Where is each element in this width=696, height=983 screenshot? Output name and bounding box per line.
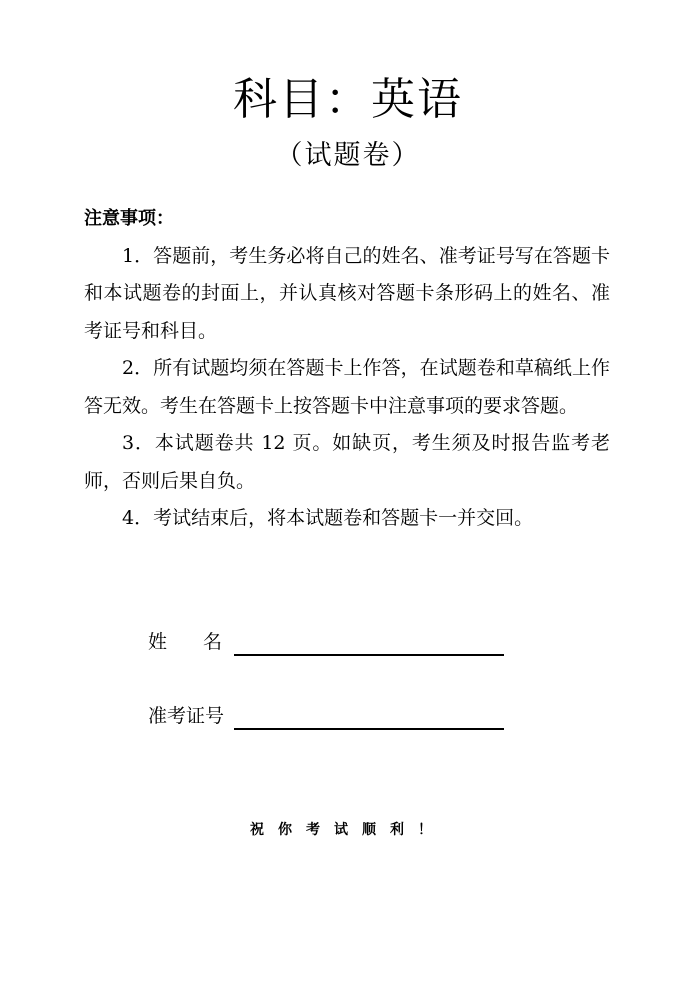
name-label-first: 姓 [148, 631, 168, 653]
instructions-heading: 注意事项： [84, 208, 174, 229]
good-luck-message: 祝你考试顺利！ [250, 822, 446, 838]
name-blank-line[interactable] [234, 632, 504, 656]
exam-id-blank-line[interactable] [234, 706, 504, 730]
exam-id-label: 准考证号 [148, 705, 225, 727]
instruction-item: 1．答题前，考生务必将自己的姓名、准考证号写在答题卡和本试题卷的封面上，并认真核对答题卡条形码上的姓名、准考证号和科目。 [84, 244, 610, 342]
name-label-second: 名 [203, 631, 223, 653]
name-field [148, 628, 504, 656]
instruction-item: 2．所有试题均须在答题卡上作答，在试题卷和草稿纸上作答无效。考生在答题卡上按答题卡中注意事项的要求答题。 [84, 357, 610, 417]
instruction-item: 4．考试结束后，将本试题卷和答题卡一并交回。 [122, 507, 534, 529]
exam-subject-title: 科目：英语 [233, 74, 463, 125]
exam-id-field [148, 702, 504, 730]
name-label [148, 628, 234, 656]
instruction-item: 3．本试题卷共 12 页。如缺页，考生须及时报告监考老师，否则后果自负。 [84, 432, 610, 492]
instructions-section [84, 200, 610, 538]
paper-type-subtitle: （试题卷） [275, 140, 421, 171]
